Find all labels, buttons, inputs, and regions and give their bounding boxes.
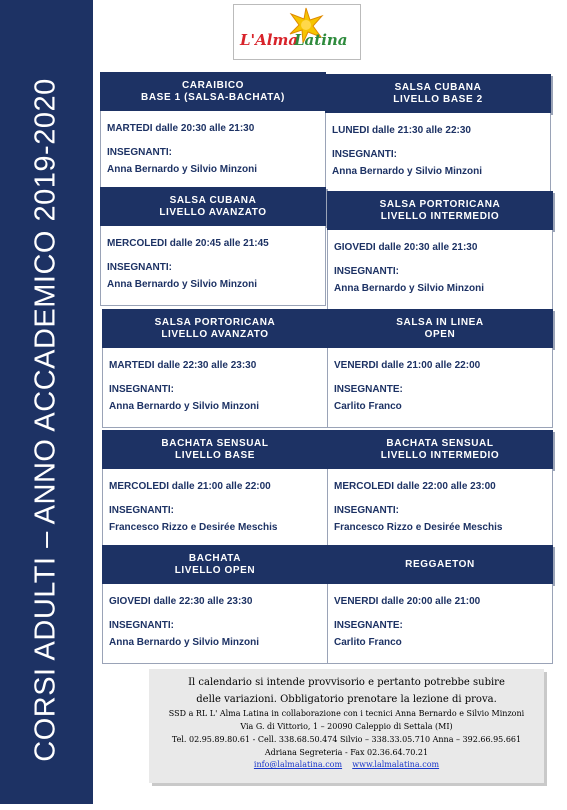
course-schedule: GIOVEDI dalle 20:30 alle 21:30 bbox=[334, 242, 478, 253]
teachers-label: INSEGNANTI: bbox=[109, 620, 174, 631]
teachers-label: INSEGNANTI: bbox=[107, 262, 172, 273]
teachers: Francesco Rizzo e Desirée Meschis bbox=[334, 522, 503, 533]
side-banner bbox=[0, 0, 93, 804]
course-title: BACHATA SENSUAL bbox=[161, 437, 269, 449]
course-level: LIVELLO BASE 2 bbox=[393, 93, 483, 105]
course-level: OPEN bbox=[424, 328, 456, 340]
course-header bbox=[102, 309, 328, 348]
course-title: BACHATA bbox=[188, 552, 242, 564]
course-level: LIVELLO OPEN bbox=[174, 564, 256, 576]
course-body bbox=[327, 469, 553, 549]
course-schedule: MARTEDI dalle 22:30 alle 23:30 bbox=[109, 360, 257, 371]
teachers-label: INSEGNANTI: bbox=[334, 266, 399, 277]
teachers-label: INSEGNANTE: bbox=[334, 384, 403, 395]
teachers: Francesco Rizzo e Desirée Meschis bbox=[109, 522, 278, 533]
course-level: LIVELLO BASE bbox=[175, 449, 255, 461]
teachers: Carlito Franco bbox=[334, 637, 402, 648]
course-card bbox=[327, 191, 553, 311]
course-card bbox=[327, 545, 553, 665]
course-schedule: MERCOLEDI dalle 21:00 alle 22:00 bbox=[109, 481, 271, 492]
course-card bbox=[102, 545, 328, 665]
course-schedule: MERCOLEDI dalle 20:45 alle 21:45 bbox=[107, 238, 269, 249]
course-body bbox=[100, 226, 326, 306]
logo bbox=[233, 4, 361, 60]
course-title: CARAIBICO bbox=[181, 79, 245, 91]
teachers: Anna Bernardo y Silvio Minzoni bbox=[109, 401, 260, 412]
course-header bbox=[327, 191, 553, 230]
course-card bbox=[100, 187, 326, 307]
logo-sun-icon bbox=[234, 5, 360, 59]
secretary-line: Adriana Segreteria - Fax 02.36.64.70.21 bbox=[264, 748, 429, 757]
course-body bbox=[102, 348, 328, 428]
course-card bbox=[102, 430, 328, 550]
contact-links bbox=[149, 760, 544, 769]
footer-notice bbox=[149, 669, 544, 783]
course-card bbox=[327, 430, 553, 550]
course-card bbox=[325, 74, 551, 194]
website-link[interactable]: www.lalmalatina.com bbox=[352, 760, 440, 769]
course-level: LIVELLO AVANZATO bbox=[159, 206, 267, 218]
course-body bbox=[327, 348, 553, 428]
course-title: SALSA IN LINEA bbox=[396, 316, 484, 328]
teachers-label: INSEGNANTI: bbox=[334, 505, 399, 516]
side-title: CORSI ADULTI – ANNO ACCADEMICO 2019-2020 bbox=[29, 78, 62, 762]
course-header bbox=[327, 545, 553, 584]
course-title: BACHATA SENSUAL bbox=[386, 437, 494, 449]
course-schedule: LUNEDI dalle 21:30 alle 22:30 bbox=[332, 125, 471, 136]
course-header bbox=[102, 430, 328, 469]
course-schedule: VENERDI dalle 21:00 alle 22:00 bbox=[334, 360, 481, 371]
course-header bbox=[102, 545, 328, 584]
course-level: LIVELLO INTERMEDIO bbox=[380, 210, 500, 222]
course-header bbox=[100, 72, 326, 111]
svg-text:L'Alma: L'Alma bbox=[240, 31, 299, 49]
teachers: Carlito Franco bbox=[334, 401, 402, 412]
course-title: SALSA PORTORICANA bbox=[154, 316, 276, 328]
course-header bbox=[327, 309, 553, 348]
course-schedule: GIOVEDI dalle 22:30 alle 23:30 bbox=[109, 596, 253, 607]
teachers: Anna Bernardo y Silvio Minzoni bbox=[107, 164, 258, 175]
course-header bbox=[100, 187, 326, 226]
svg-text:Latina: Latina bbox=[294, 31, 348, 49]
course-card bbox=[327, 309, 553, 429]
notice-line-1: Il calendario si intende provvisorio e pertanto potrebbe subire bbox=[188, 677, 505, 688]
course-level: LIVELLO INTERMEDIO bbox=[380, 449, 500, 461]
course-schedule: MERCOLEDI dalle 22:00 alle 23:00 bbox=[334, 481, 496, 492]
course-body bbox=[325, 113, 551, 193]
teachers: Anna Bernardo y Silvio Minzoni bbox=[332, 166, 483, 177]
course-schedule: MARTEDI dalle 20:30 alle 21:30 bbox=[107, 123, 255, 134]
course-schedule: VENERDI dalle 20:00 alle 21:00 bbox=[334, 596, 481, 607]
course-title: SALSA PORTORICANA bbox=[379, 198, 501, 210]
course-body bbox=[100, 111, 326, 191]
course-title: SALSA CUBANA bbox=[394, 81, 482, 93]
notice-line-2: delle variazioni. Obbligatorio prenotare la lezione di prova. bbox=[196, 694, 497, 705]
organization-line: SSD a RL L' Alma Latina in collaborazione con i tecnici Anna Bernardo e Silvio Minzoni bbox=[168, 709, 525, 718]
teachers-label: INSEGNANTI: bbox=[109, 384, 174, 395]
course-card bbox=[102, 309, 328, 429]
course-level: LIVELLO AVANZATO bbox=[161, 328, 269, 340]
course-header bbox=[327, 430, 553, 469]
teachers-label: INSEGNANTE: bbox=[334, 620, 403, 631]
course-header bbox=[325, 74, 551, 113]
teachers: Anna Bernardo y Silvio Minzoni bbox=[109, 637, 260, 648]
address-line: Via G. di Vittorio, 1 – 20090 Caleppio di Settala (MI) bbox=[240, 722, 453, 731]
teachers: Anna Bernardo y Silvio Minzoni bbox=[107, 279, 258, 290]
course-body bbox=[327, 584, 553, 664]
teachers-label: INSEGNANTI: bbox=[109, 505, 174, 516]
course-title: REGGAETON bbox=[405, 558, 475, 570]
teachers: Anna Bernardo y Silvio Minzoni bbox=[334, 283, 485, 294]
teachers-label: INSEGNANTI: bbox=[332, 149, 397, 160]
email-link[interactable]: info@lalmalatina.com bbox=[253, 760, 343, 769]
phone-line: Tel. 02.95.89.80.61 - Cell. 338.68.50.474 Silvio – 338.33.05.710 Anna – 392.66.95.661 bbox=[171, 735, 522, 744]
course-title: SALSA CUBANA bbox=[169, 194, 257, 206]
course-body bbox=[102, 584, 328, 664]
course-level: BASE 1 (SALSA-BACHATA) bbox=[141, 91, 285, 103]
course-card bbox=[100, 72, 326, 192]
course-body bbox=[327, 230, 553, 310]
teachers-label: INSEGNANTI: bbox=[107, 147, 172, 158]
course-body bbox=[102, 469, 328, 549]
